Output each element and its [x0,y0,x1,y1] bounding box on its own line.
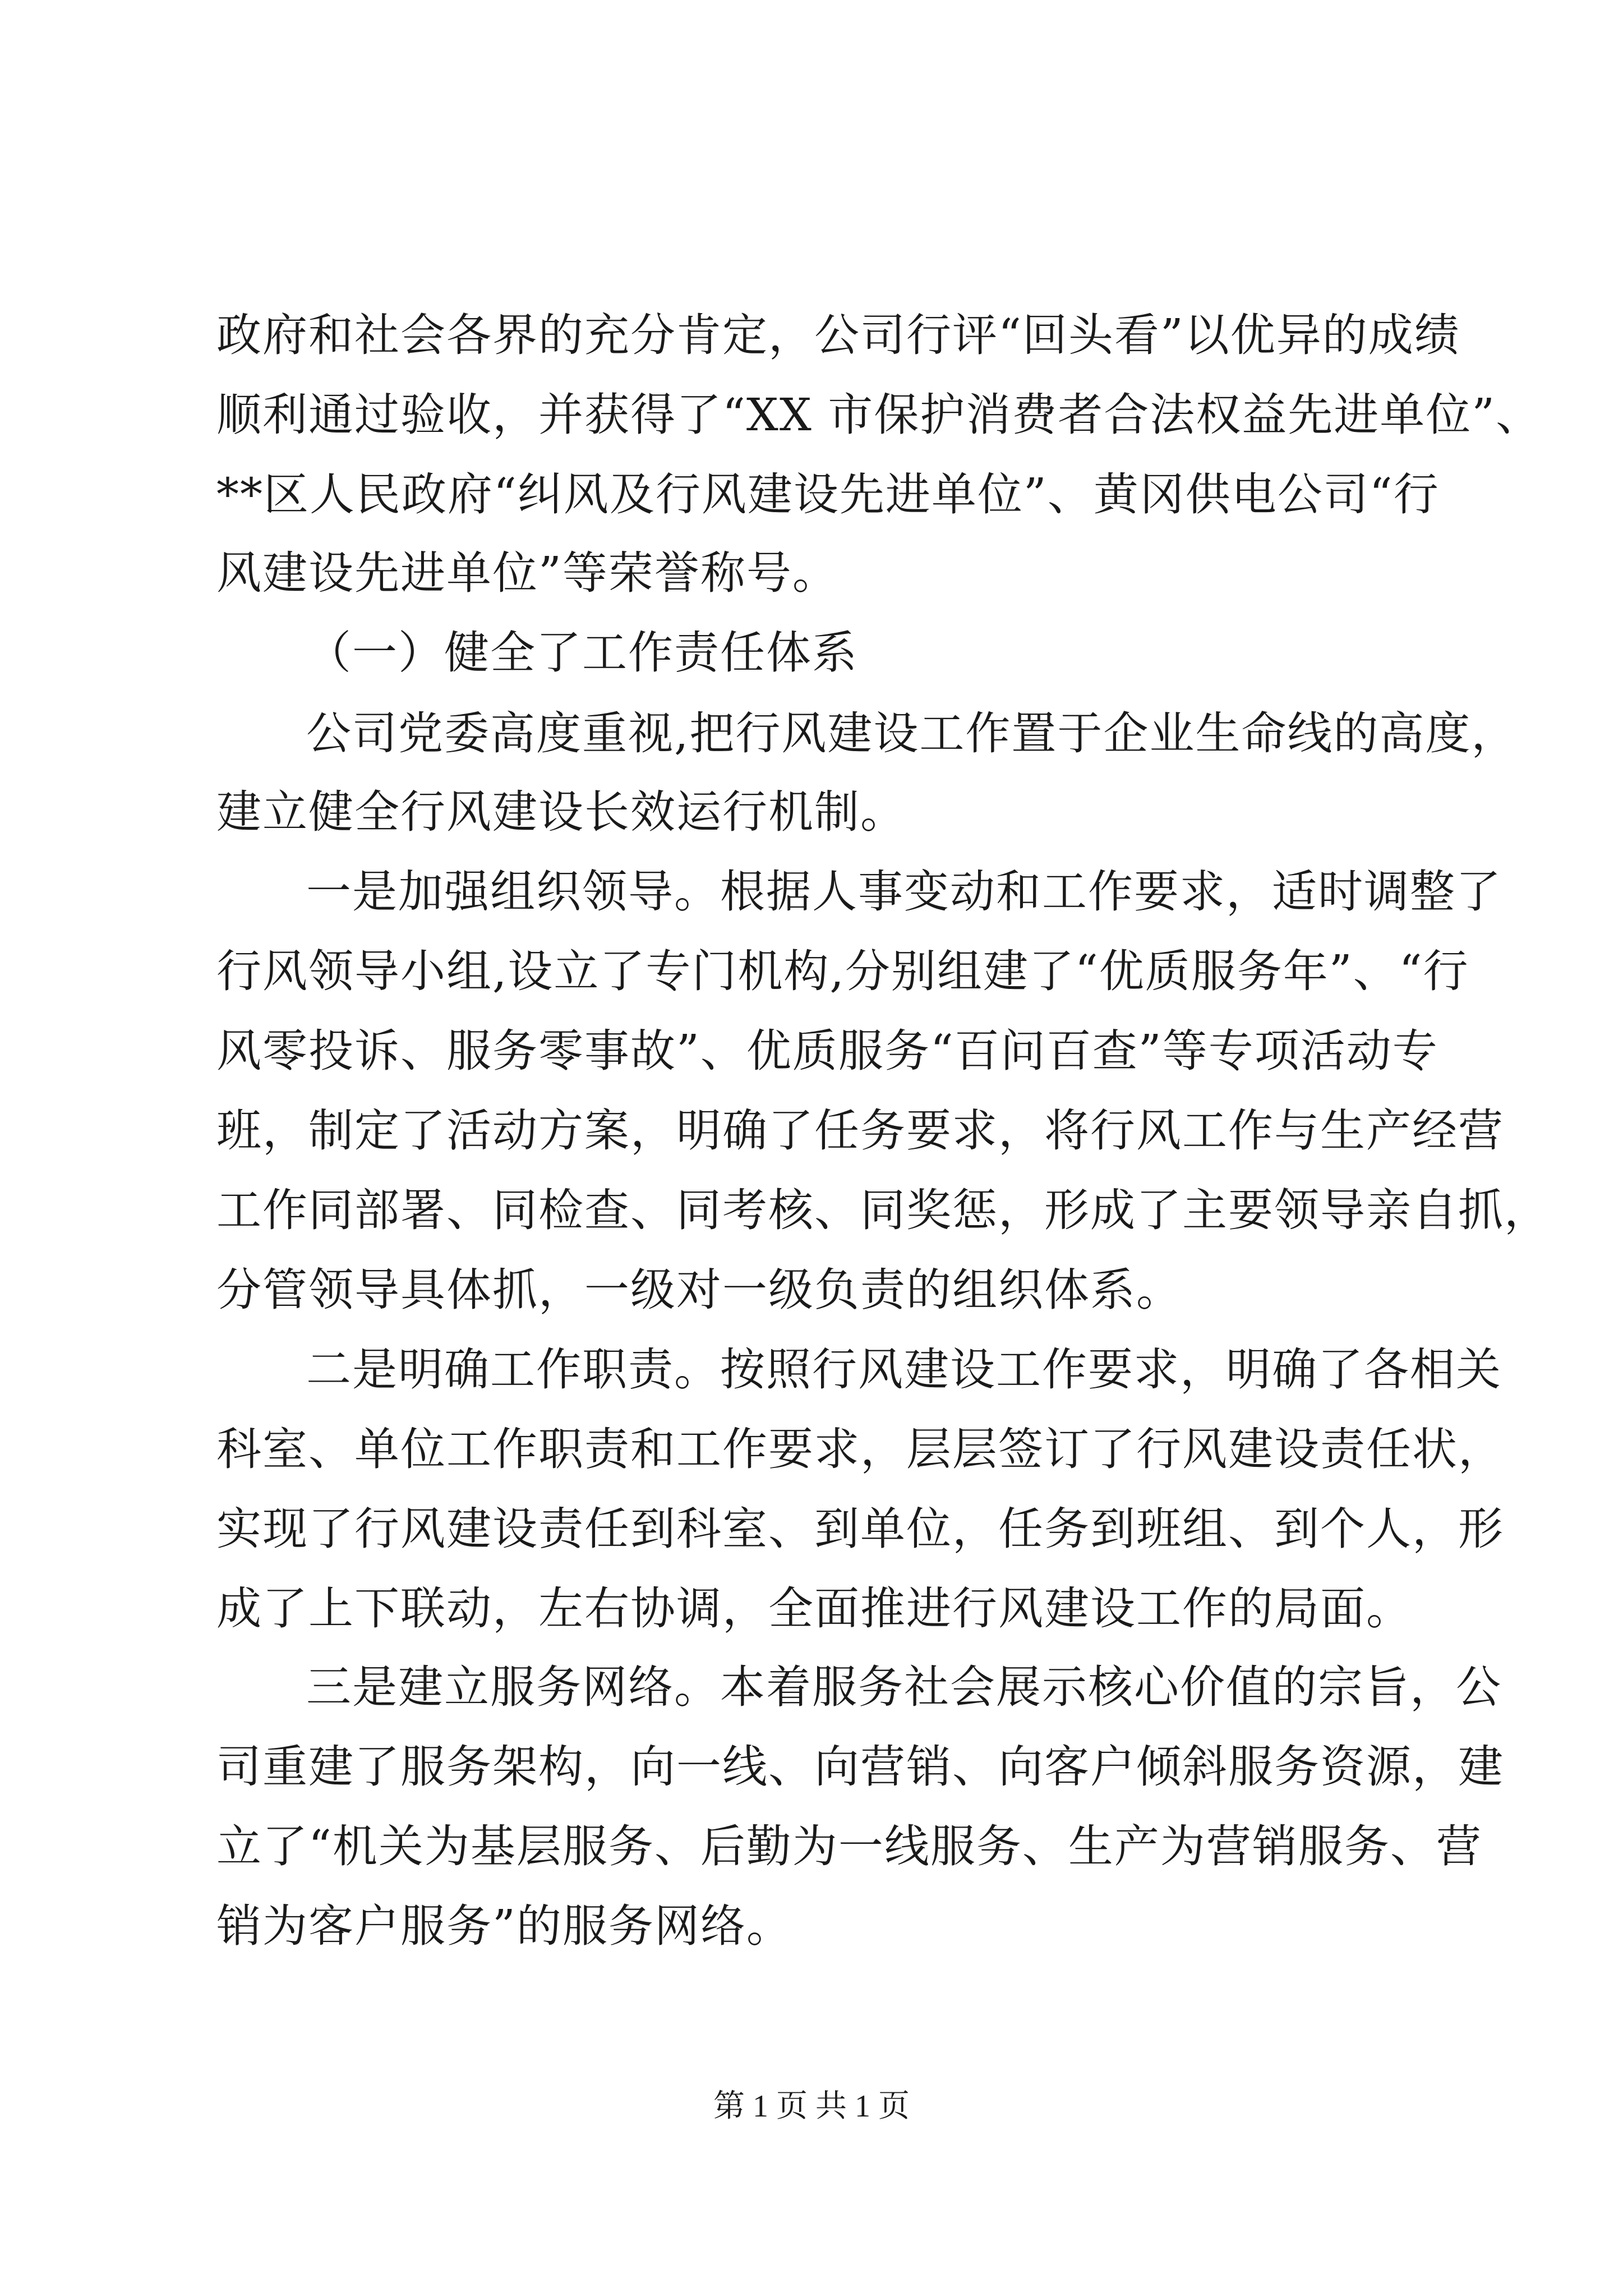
paragraph-line: 销为客户服务”的服务网络。 [216,1900,792,1952]
paragraph-line: 成了上下联动，左右协调，全面推进行风建设工作的局面。 [216,1582,1412,1635]
paragraph-line: 班，制定了活动方案，明确了任务要求，将行风工作与生产经营 [216,1105,1504,1157]
paragraph-line: 工作同部署、同检查、同考核、同奖惩，形成了主要领导亲自抓， [216,1184,1550,1236]
page-footer: 第 1 页 共 1 页 [713,2089,910,2124]
paragraph-line: 公司党委高度重视,把行风建设工作置于企业生命线的高度， [306,707,1518,760]
paragraph-line: 司重建了服务架构，向一线、向营销、向客户倾斜服务资源，建 [216,1741,1504,1793]
paragraph-line: 三是建立服务网络。本着服务社会展示核心价值的宗旨，公 [306,1661,1502,1713]
paragraph-line: 行风领导小组,设立了专门机构,分别组建了“优质服务年”、“行 [216,945,1469,997]
paragraph-line: **区人民政府“纠风及行风建设先进单位”、黄冈供电公司“行 [216,468,1440,521]
paragraph-line: 顺利通过验收，并获得了“XX 市保护消费者合法权益先进单位”、 [216,389,1542,441]
paragraph-line: 一是加强组织领导。根据人事变动和工作要求，适时调整了 [306,866,1502,918]
paragraph-line: 风零投诉、服务零事故”、优质服务“百问百查”等专项活动专 [216,1025,1438,1077]
paragraph-line: 立了“机关为基层服务、后勤为一线服务、生产为营销服务、营 [216,1820,1482,1872]
paragraph-line: 实现了行风建设责任到科室、到单位，任务到班组、到个人，形 [216,1503,1504,1555]
paragraph-line: 建立健全行风建设长效运行机制。 [216,786,906,838]
section-heading: （一）健全了工作责任体系 [306,627,858,679]
paragraph-line: 科室、单位工作职责和工作要求，层层签订了行风建设责任状， [216,1423,1504,1475]
paragraph-line: 风建设先进单位”等荣誉称号。 [216,547,838,599]
paragraph-line: 分管领导具体抓，一级对一级负责的组织体系。 [216,1264,1182,1316]
paragraph-line: 二是明确工作职责。按照行风建设工作要求，明确了各相关 [306,1343,1502,1396]
paragraph-line: 政府和社会各界的充分肯定，公司行评“回头看”以优异的成绩 [216,309,1460,361]
